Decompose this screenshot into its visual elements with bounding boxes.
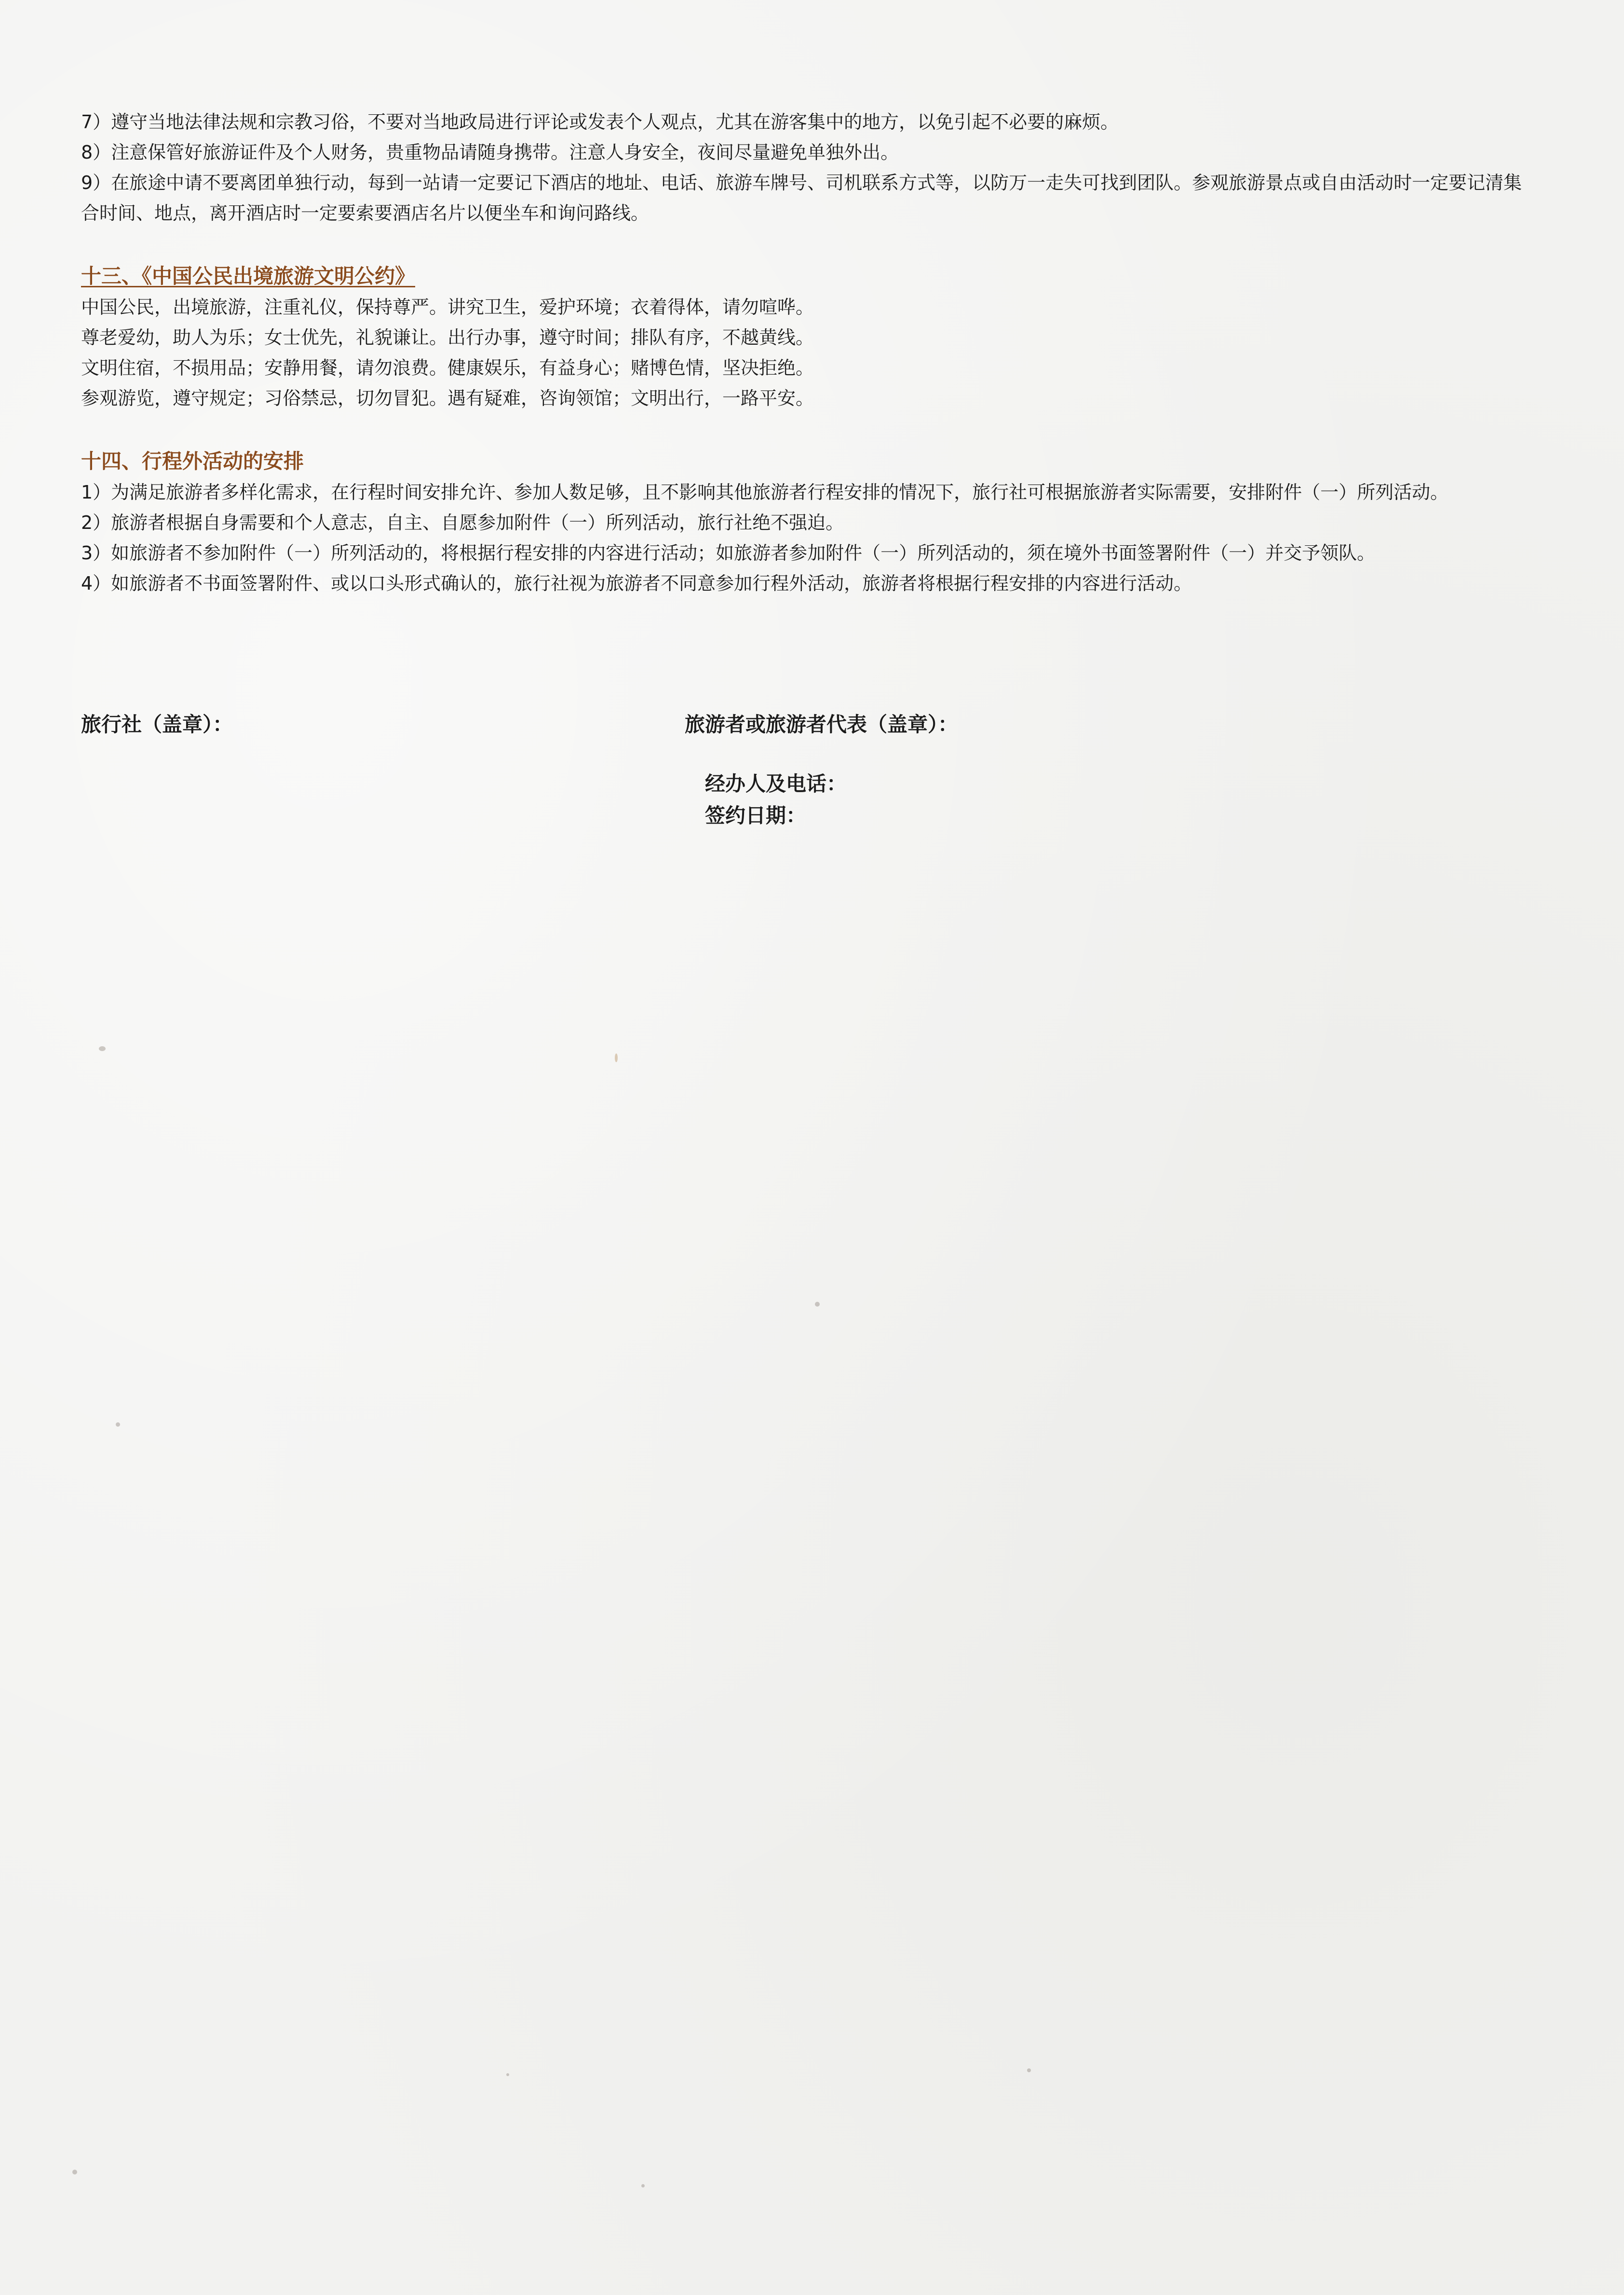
notice-item-7: 7）遵守当地法律法规和宗教习俗，不要对当地政局进行评论或发表个人观点，尤其在游客集中的地方，以免引起不必要的麻烦。	[81, 111, 1119, 133]
convention-line: 参观游览，遵守规定；习俗禁忌，切勿冒犯。遇有疑难，咨询领馆；文明出行，一路平安。	[81, 388, 814, 409]
paper-speck	[1027, 2068, 1031, 2072]
convention-line: 文明住宿，不损用品；安静用餐，请勿浪费。健康娱乐，有益身心；赌博色情，坚决拒绝。	[81, 357, 814, 378]
tourist-stamp-label: 旅游者或旅游者代表（盖章）：	[685, 713, 959, 736]
sign-date-label: 签约日期：	[705, 804, 807, 827]
section-13-title: 十三、《中国公民出境旅游文明公约》	[81, 264, 416, 288]
paper-speck	[506, 2073, 509, 2076]
notice-item-8: 8）注意保管好旅游证件及个人财务，贵重物品请随身携带。注意人身安全，夜间尽量避免单独外出。	[81, 142, 899, 163]
agency-stamp-label: 旅行社（盖章）：	[81, 713, 233, 736]
section-extra-activities	[81, 446, 1528, 599]
paper-speck	[641, 2184, 645, 2187]
section-14-title: 十四、行程外活动的安排	[81, 449, 304, 473]
paper-speck	[99, 1046, 106, 1051]
agent-phone-label: 经办人及电话：	[705, 772, 847, 796]
activity-item-2: 2）旅游者根据自身需要和个人意志，自主、自愿参加附件（一）所列活动，旅行社绝不强迫。	[81, 512, 844, 533]
signature-block	[81, 708, 1528, 827]
activity-item-3: 3）如旅游者不参加附件（一）所列活动的，将根据行程安排的内容进行活动；如旅游者参加附件（一）所列活动的，须在境外书面签署附件（一）并交予领队。	[81, 542, 1376, 564]
notice-item-9: 9）在旅途中请不要离团单独行动，每到一站请一定要记下酒店的地址、电话、旅游车牌号、司机联系方式等，以防万一走失可找到团队。参观旅游景点或自由活动时一定要记清集合时间、地点，离开酒店时一定要索要酒店名片以便坐车和询问路线。	[81, 172, 1522, 224]
document-body	[81, 107, 1528, 599]
paper-speck	[815, 1302, 820, 1307]
convention-line: 尊老爱幼，助人为乐；女士优先，礼貌谦让。出行办事，遵守时间；排队有序，不越黄线。	[81, 327, 814, 348]
activity-item-4: 4）如旅游者不书面签署附件、或以口头形式确认的，旅行社视为旅游者不同意参加行程外活动，旅游者将根据行程安排的内容进行活动。	[81, 573, 1192, 594]
section-civilized-travel-convention	[81, 260, 1528, 414]
convention-line: 中国公民，出境旅游，注重礼仪，保持尊严。讲究卫生，爱护环境；衣着得体，请勿喧哗。	[81, 297, 814, 318]
paper-speck	[615, 1053, 618, 1062]
notice-list	[81, 107, 1528, 229]
paper-speck	[116, 1422, 120, 1427]
activity-item-1: 1）为满足旅游者多样化需求，在行程时间安排允许、参加人数足够，且不影响其他旅游者行程安排的情况下，旅行社可根据旅游者实际需要，安排附件（一）所列活动。	[81, 482, 1449, 503]
paper-speck	[72, 2170, 77, 2174]
